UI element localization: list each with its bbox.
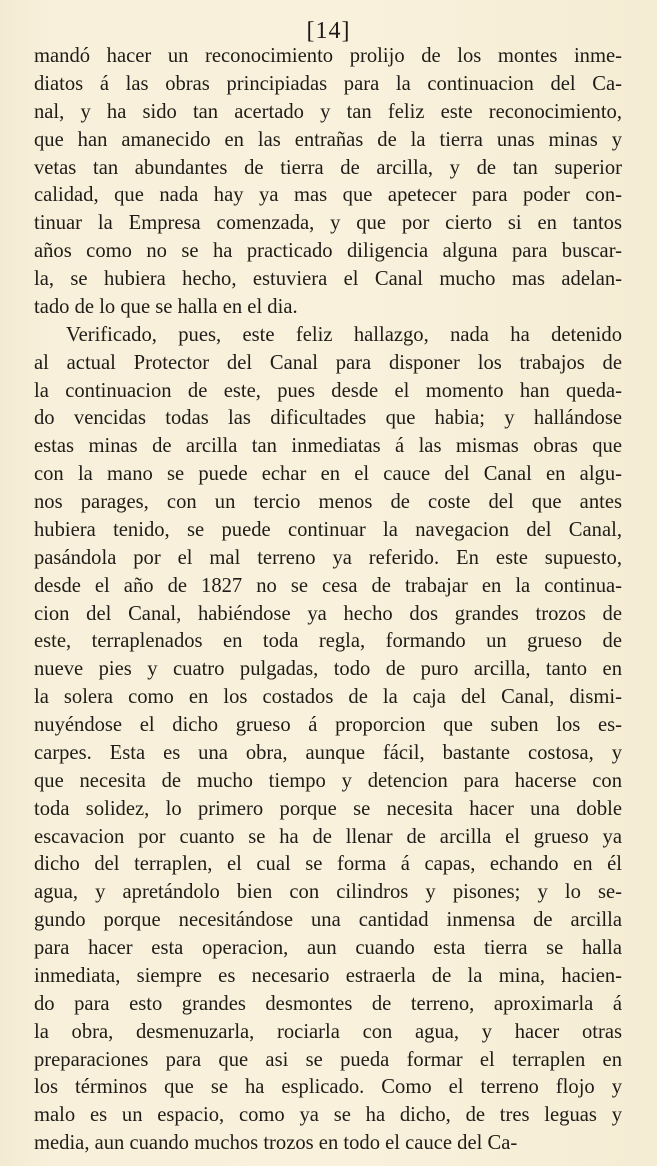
- text-line: do para esto grandes desmontes de terreno, aproximarla á: [34, 992, 622, 1015]
- text-line: para hacer esta operacion, aun cuando esta tierra se halla: [34, 937, 622, 959]
- text-line: nal, y ha sido tan acertado y tan feliz este reconocimiento,: [34, 100, 622, 123]
- text-line: do vencidas todas las dificultades que habia; y hallándose: [34, 407, 622, 430]
- text-line: la continuacion de este, pues desde el momento han queda-: [34, 379, 622, 402]
- text-line: agua, y apretándolo bien con cilindros y pisones; y lo se-: [34, 881, 622, 904]
- text-line: nos parages, con un tercio menos de coste del que antes: [34, 491, 622, 513]
- text-line: nuyéndose el dicho grueso á proporcion que suben los es-: [34, 714, 622, 736]
- text-line: malo es un espacio, como ya se ha dicho, de tres leguas y: [34, 1104, 622, 1127]
- text-line: carpes. Esta es una obra, aunque fácil, bastante costosa, y: [34, 741, 622, 764]
- text-line: diatos á las obras principiadas para la continuacion del Ca-: [34, 72, 622, 95]
- text-line: nueve pies y cuatro pulgadas, todo de puro arcilla, tanto en: [34, 658, 622, 681]
- text-line: los términos que se ha esplicado. Como el terreno flojo y: [34, 1076, 622, 1099]
- text-line: gundo porque necesitándose una cantidad inmensa de arcilla: [34, 909, 622, 932]
- text-line: este, terraplenados en toda regla, formando un grueso de: [34, 630, 622, 653]
- text-line: tado de lo que se halla en el dia.: [34, 295, 298, 318]
- text-line: hubiera tenido, se puede continuar la navegacion del Canal,: [34, 518, 622, 541]
- text-line: desde el año de 1827 no se cesa de trabajar en la continua-: [34, 574, 622, 597]
- text-line: media, aun cuando muchos trozos en todo el cauce del Ca-: [34, 1132, 518, 1155]
- text-line: pasándola por el mal terreno ya referido. En este supuesto,: [34, 546, 622, 569]
- text-line: la obra, desmenuzarla, rociarla con agua, y hacer otras: [34, 1020, 622, 1043]
- text-line: al actual Protector del Canal para disponer los trabajos de: [34, 351, 622, 374]
- text-line: la solera como en los costados de la caja del Canal, dismi-: [34, 686, 622, 709]
- text-line: inmediata, siempre es necesario estraerla de la mina, hacien-: [34, 964, 622, 987]
- text-line: que han amanecido en las entrañas de la tierra unas minas y: [34, 128, 622, 151]
- text-line: con la mano se puede echar en el cauce del Canal en algu-: [34, 463, 622, 486]
- text-line: dicho del terraplen, el cual se forma á capas, echando en él: [34, 853, 622, 876]
- text-line: años como no se ha practicado diligencia alguna para buscar-: [34, 240, 622, 263]
- text-line: estas minas de arcilla tan inmediatas á las mismas obras que: [34, 435, 622, 458]
- text-line: tinuar la Empresa comenzada, y que por cierto si en tantos: [34, 212, 622, 235]
- text-line: toda solidez, lo primero porque se necesita hacer una doble: [34, 797, 622, 820]
- text-line: cion del Canal, habiéndose ya hecho dos grandes trozos de: [34, 602, 622, 625]
- page-number: [14]: [306, 18, 351, 44]
- text-line: Verificado, pues, este feliz hallazgo, nada ha detenido: [66, 323, 622, 346]
- text-line: que necesita de mucho tiempo y detencion para hacerse con: [34, 769, 622, 792]
- body-text: [34, 43, 622, 1158]
- text-line: la, se hubiera hecho, estuviera el Canal mucho mas adelan-: [34, 268, 622, 290]
- text-line: mandó hacer un reconocimiento prolijo de los montes inme-: [34, 45, 622, 67]
- text-line: escavacion por cuanto se ha de llenar de arcilla el grueso ya: [34, 825, 622, 848]
- text-line: preparaciones para que asi se pueda formar el terraplen en: [34, 1048, 622, 1071]
- text-line: vetas tan abundantes de tierra de arcilla, y de tan superior: [34, 156, 622, 179]
- text-line: calidad, que nada hay ya mas que apetecer para poder con-: [34, 184, 622, 207]
